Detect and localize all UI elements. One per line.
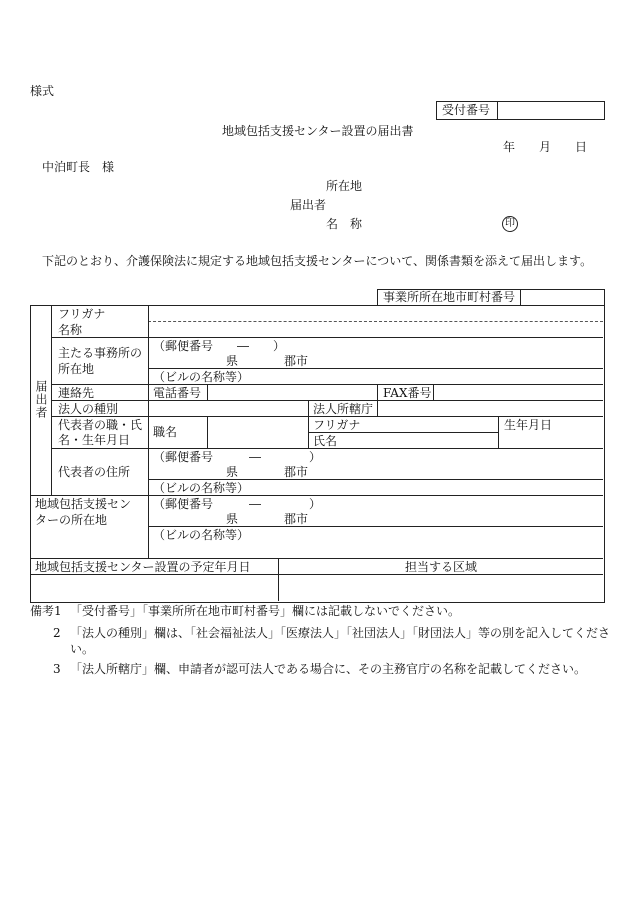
date-year: 年 — [503, 140, 516, 154]
corp-office-label: 法人所轄庁 — [313, 402, 374, 416]
fax-field[interactable] — [435, 385, 601, 399]
date-month: 月 — [539, 140, 552, 154]
corp-type-label: 法人の種別 — [58, 402, 119, 416]
receipt-number-field[interactable] — [499, 102, 602, 118]
center-location-label-line1: 地域包括支援セン — [35, 497, 132, 511]
name-field[interactable] — [150, 306, 602, 336]
birthdate-label: 生年月日 — [504, 418, 553, 432]
note-2-line1: 「法人の種別」欄は、「社会福祉法人」「医療法人」「社団法人」「財団法人」等の別を記入してくださ — [70, 626, 611, 640]
main-office-city: 郡市 — [284, 354, 309, 368]
rep-address-postal: （郵便番号 ― ） — [153, 450, 322, 464]
date-day: 日 — [575, 140, 588, 154]
location-label: 所在地 — [326, 179, 363, 193]
planned-date-label: 地域包括支援センター設置の予定年月日 — [35, 560, 251, 574]
center-city: 郡市 — [284, 512, 309, 526]
note-2-line2: い。 — [70, 642, 95, 656]
position-field[interactable] — [209, 417, 306, 447]
note-3-number: 3 — [53, 662, 61, 676]
corp-office-field[interactable] — [379, 401, 601, 415]
notifier-vertical-label: 届出者 — [34, 380, 48, 419]
rep-address-prefecture: 県 — [226, 465, 239, 479]
area-field[interactable] — [280, 576, 602, 600]
notes-heading: 備考1 — [30, 604, 62, 618]
position-label: 職名 — [153, 425, 178, 439]
rep-address-label: 代表者の住所 — [58, 465, 131, 479]
main-office-building: （ビルの名称等） — [153, 370, 250, 384]
phone-field[interactable] — [209, 385, 375, 399]
contact-label: 連絡先 — [58, 386, 95, 400]
intro-text: 下記のとおり、介護保険法に規定する地域包括支援センターについて、関係書類を添えて届出します。 — [42, 254, 593, 268]
main-office-prefecture: 県 — [226, 354, 239, 368]
representative-label-line1: 代表者の職・氏 — [58, 418, 143, 432]
center-location-label-line2: ターの所在地 — [35, 513, 108, 527]
furigana-label: フリガナ — [58, 307, 106, 321]
name-label-cell: 名称 — [58, 323, 83, 337]
planned-date-field[interactable] — [32, 576, 276, 600]
rep-name-label: 氏名 — [313, 434, 338, 448]
representative-label-line2: 名・生年月日 — [58, 433, 131, 447]
main-office-label-line2: 所在地 — [58, 362, 95, 376]
form-label: 様式 — [30, 84, 55, 98]
center-postal: （郵便番号 ― ） — [153, 497, 322, 511]
rep-address-city: 郡市 — [284, 465, 309, 479]
office-number-field[interactable] — [522, 290, 602, 304]
main-office-postal: （郵便番号 ― ） — [153, 339, 286, 353]
name-label: 名 称 — [326, 217, 363, 231]
phone-label: 電話番号 — [153, 386, 202, 400]
rep-furigana-label: フリガナ — [313, 418, 361, 432]
receipt-divider — [497, 101, 498, 119]
addressee: 中泊町長 様 — [42, 160, 115, 174]
note-2-number: 2 — [53, 626, 61, 640]
center-prefecture: 県 — [226, 512, 239, 526]
main-office-label-line1: 主たる事務所の — [58, 346, 143, 360]
area-label: 担当する区域 — [405, 560, 478, 574]
fax-label: FAX番号 — [383, 386, 432, 400]
corp-type-field[interactable] — [150, 401, 306, 415]
notifier-label: 届出者 — [290, 198, 327, 212]
office-number-label: 事業所所在地市町村番号 — [383, 290, 516, 304]
rep-address-building: （ビルの名称等） — [153, 481, 250, 495]
seal-mark: 印 — [502, 216, 518, 232]
center-building: （ビルの名称等） — [153, 528, 250, 542]
note-3: 「法人所轄庁」欄、申請者が認可法人である場合に、その主務官庁の名称を記載してください。 — [70, 662, 587, 676]
document-title: 地域包括支援センター設置の届出書 — [222, 124, 414, 138]
receipt-number-label: 受付番号 — [442, 103, 491, 117]
note-1: 「受付番号」「事業所所在地市町村番号」欄には記載しないでください。 — [70, 604, 461, 618]
